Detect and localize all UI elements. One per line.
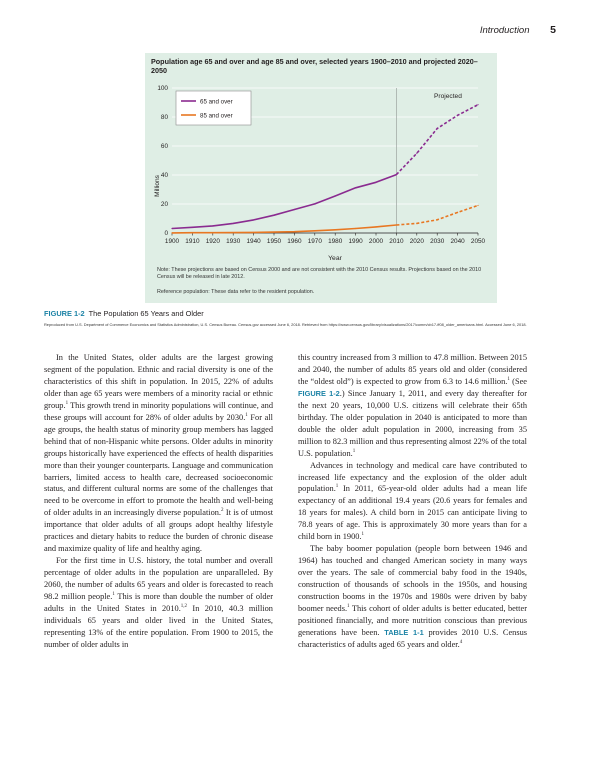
figure-reference-link[interactable]: FIGURE 1-2: [298, 388, 340, 398]
paragraph: In the United States, older adults are the largest growing segment of the population. Ethnic and racial diversity is one of the characteristics of this shift in population. In 2015, 22% of adults older than age 65 years were members of a minority racial or ethnic group.$^1$ This growth trend in minority populations will continue, and these groups will account for 28% of older adults by 2030.$^1$ For all age groups, the health status of minority group members has lagged behind that of non-Hispanic white persons. Older adults in minority groups historically have experienced the effects of health disparities more than their younger counterparts. Language and communication barriers, limited access to health care, decreased socioeconomic status, and different cultural norms are some of the challenges that need to be overcome in effort to promote the health and well-being of older adults in an increasingly diverse population.$^2$ It is of utmost importance that older adults of all groups adopt healthy lifestyle practices and dietary habits to reduce the burden of chronic disease and maximize quality of life and healthy aging.: [44, 353, 274, 554]
data-point: [477, 104, 478, 105]
data-point: [335, 195, 336, 196]
figure-source: Reproduced from U.S. Department of Commerce Economics and Statistics Administration, U.S. Census Bureau. Census.gov accessed June 6, 2018. Retrieved from https://www.census.gov/library/visualizations/2017/comm/cb17-ff08_older_americans.html. Accessed June 6, 2018.: [44, 322, 527, 327]
section-title: Introduction: [479, 25, 530, 36]
x-tick-label: 2030: [430, 238, 445, 245]
y-tick-label: 100: [157, 85, 168, 93]
data-point: [253, 232, 254, 233]
x-tick-label: 1950: [266, 238, 282, 245]
x-tick-label: 1910: [185, 238, 200, 245]
x-axis-title: Year: [328, 255, 342, 262]
data-point: [396, 174, 397, 175]
data-point: [314, 203, 315, 204]
data-point: [375, 182, 376, 183]
figure-reference: Reference population: These data refer to the resident population.: [157, 289, 315, 295]
data-point: [253, 219, 254, 220]
x-tick-label: 1970: [307, 238, 322, 245]
data-point: [192, 227, 193, 228]
paragraph: Advances in technology and medical care have contributed to increased life expectancy and the explosion of the older adult population.$^1$ In 2011, 65-year-old older adults had a mean life expectancy of an additional 19.4 years (20.6 years for females and 18 years for males). A child born in 2015 can anticipate living to 78.8 years of age. This is approximately 30 more years than for a child born in 1900.$^1$: [298, 460, 527, 542]
data-point: [355, 228, 356, 229]
data-point: [416, 223, 417, 224]
legend-label-85: 85 and over: [200, 112, 233, 120]
x-tick-label: 1900: [164, 238, 180, 245]
data-point: [457, 212, 458, 213]
paragraph: The baby boomer population (people born between 1946 and 1964) has touched and changed American society in many ways over the years. The sale of commercial baby food in the 1940s, construction of thousands of schools in the 1950s, and housing construction booms in the 1970s and 1980s were driven by baby boomer needs.$^1$ This cohort of older adults is better educated, better positioned financially, and more nutrition conscious than previous generations have been. TABLE 1-1 provides 2010 U.S. Census characteristics of adults aged 65 years and older.$^4$: [298, 544, 528, 649]
legend-label-65: 65 and over: [200, 98, 233, 106]
data-point: [294, 209, 295, 210]
paragraph: For the first time in U.S. history, the total number and overall percentage of older adults in the population are unparalleled. By 2060, the number of adults 65 years and older is forecasted to reach 98.2 million people.$^1$ This is more than double the number of older adults in the United States in 2010.$^{1,2}$ In 2010, 40.3 million individuals 65 years and older lived in the United States, representing 13% of the entire population. From 1900 to 2015, the number of older adults in: [44, 556, 273, 649]
data-point: [192, 232, 193, 233]
data-point: [355, 187, 356, 188]
figure-title: Population age 65 and over and age 85 and over, selected years 1900–2010 and projected 2020–2050: [151, 57, 478, 75]
y-tick-label: 60: [160, 143, 168, 151]
x-tick-label: 2020: [409, 238, 424, 245]
figure-caption-label: FIGURE 1-2: [44, 309, 85, 318]
y-tick-label: 20: [160, 201, 168, 209]
x-tick-label: 2040: [450, 238, 465, 245]
legend: [176, 91, 251, 125]
data-point: [375, 226, 376, 227]
y-axis-title: Millions: [154, 175, 161, 197]
data-point: [273, 232, 274, 233]
data-point: [171, 232, 172, 233]
y-tick-label: 0: [164, 230, 168, 238]
body-column-left: [44, 352, 273, 651]
figure-note: Note: These projections are based on Census 2000 and are not consistent with the 2010 Census results. Projections based on the 2010 Census will be released in late 2012.: [157, 267, 482, 280]
table-reference-link[interactable]: TABLE 1-1: [384, 627, 424, 637]
data-point: [416, 153, 417, 154]
data-point: [294, 231, 295, 232]
data-point: [233, 232, 234, 233]
x-tick-label: 2010: [389, 238, 404, 245]
figure-caption: [44, 309, 204, 318]
x-tick-label: 1930: [226, 238, 241, 245]
figure-panel: [145, 53, 497, 303]
body-column-right: [298, 352, 527, 651]
x-tick-label: 1960: [287, 238, 302, 245]
y-tick-label: 40: [160, 172, 168, 180]
x-tick-label: 1980: [328, 238, 343, 245]
data-point: [335, 229, 336, 230]
data-point: [437, 219, 438, 220]
projected-label: Projected: [434, 93, 462, 100]
data-point: [477, 205, 478, 206]
running-head: [480, 24, 556, 36]
data-point: [273, 215, 274, 216]
figure-caption-text: The Population 65 Years and Older: [88, 309, 204, 318]
x-tick-label: 2050: [470, 238, 486, 245]
data-point: [396, 224, 397, 225]
data-point: [437, 128, 438, 129]
page-number: 5: [550, 24, 556, 36]
data-point: [212, 232, 213, 233]
data-point: [233, 223, 234, 224]
x-tick-label: 1940: [246, 238, 261, 245]
legend-box: [176, 91, 251, 125]
paragraph: this country increased from 3 million to 47.8 million. Between 2015 and 2040, the number of adults 85 years old and older (considered the “oldest old”) is expected to grow from 6.3 to 14.6 million.$^1$ (See FIGURE 1-2.) Since January 1, 2011, and every day thereafter for the next 20 years, 10,000 U.S. citizens will celebrate their 65th birthday. The older population in 2040 is anticipated to more than double the older adult population in 2000, increasing from 35 million to 82.3 million and thus representing almost 22% of the total U.S. population.$^1$: [298, 353, 527, 458]
x-tick-label: 1990: [348, 238, 363, 245]
data-point: [171, 228, 172, 229]
y-tick-label: 80: [160, 114, 168, 122]
line-chart: [145, 53, 497, 303]
data-point: [314, 230, 315, 231]
data-point: [212, 225, 213, 226]
x-tick-label: 2000: [368, 238, 384, 245]
data-point: [457, 115, 458, 116]
x-tick-label: 1920: [205, 238, 220, 245]
